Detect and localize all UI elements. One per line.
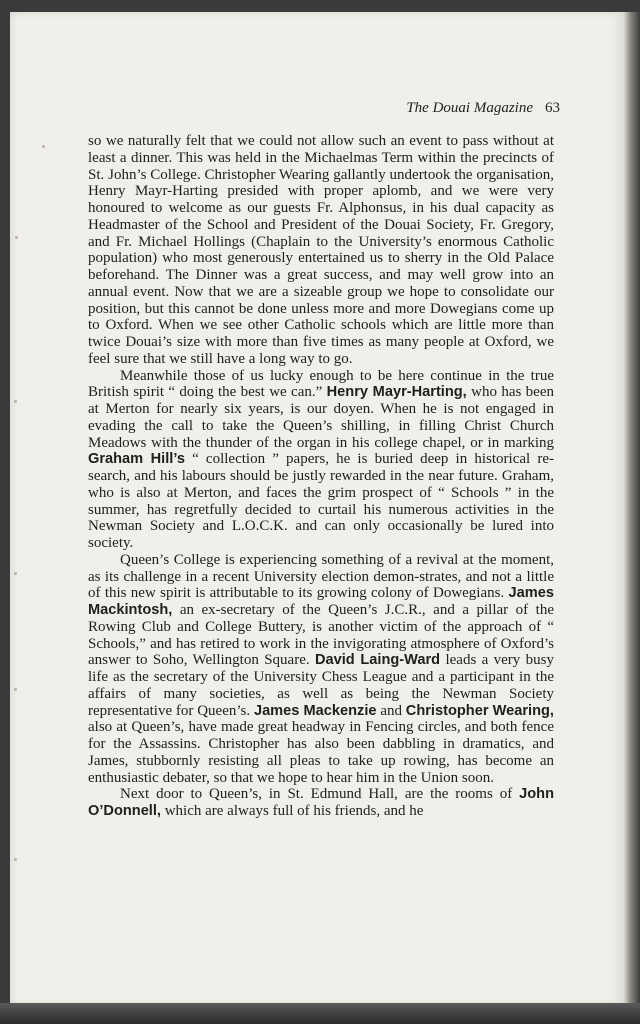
person-name: James Mackenzie (253, 702, 377, 719)
paragraph (88, 133, 554, 368)
person-name: James Mackintosh, (88, 585, 554, 618)
body-text-run: leads a very busy life as the secretary of the University Chess League and a participant in the affairs of many societies, as well as being the Newman Society representative for Queen’s. (88, 652, 555, 719)
magazine-title: The Douai Magazine (406, 100, 533, 116)
margin-speck (15, 236, 18, 239)
body-text-run: which are always full of his friends, and he (160, 803, 424, 819)
running-head (0, 100, 560, 117)
person-name: Graham Hill’s (88, 451, 185, 468)
margin-speck (14, 688, 17, 691)
body-text-run: an ex-secretary of the Queen’s J.C.R., and a pillar of the Rowing Club and College Buttery, is another victim of the approach of “ Schools,” and has retired to work in the invigorating atmosphere of Oxford’s answer to Soho, Wellington Square. (88, 602, 554, 669)
person-name: David Laing-Ward (314, 652, 441, 669)
paragraph (88, 368, 554, 552)
article-body (88, 133, 554, 820)
margin-speck (14, 572, 17, 575)
margin-speck (14, 858, 17, 861)
paragraph (88, 552, 554, 787)
person-name: Christopher Wearing, (405, 702, 554, 719)
paragraph (88, 786, 554, 820)
body-text-run: “ collection ” papers, he is buried deep in historical re-search, and his labours should be justly rewarded in the near future. Graham, who is also at Merton, and faces the grim prospect of “ Schools ” in the summer, has regretfully decided to curtail his numerous activities in the Newman Society and L.O.C.K. and can only occasionally be lured into society. (88, 451, 554, 551)
body-text-run: Meanwhile those of us lucky enough to be here continue in the true British spirit “ doing the best we can.” (88, 367, 554, 401)
margin-speck (14, 400, 17, 403)
body-text-run: who has been at Merton for nearly six years, is our doyen. When he is not engaged in evading the call to take the Queen’s shilling, in filling Christ Church Meadows with the thunder of the organ in his college chapel, or in marking (88, 384, 554, 451)
page-number: 63 (545, 100, 560, 116)
person-name: John O’Donnell, (88, 786, 554, 819)
margin-speck (42, 145, 45, 148)
book-spine-shadow (624, 12, 640, 1005)
body-text-run: Queen’s College is experiencing something of a revival at the moment, as its challenge in a recent University election demon-strates, and not a little of this new spirit is attributable to its growing colony of Dowegians. (88, 551, 554, 602)
body-text-run: and (376, 702, 406, 719)
page-bottom-edge (0, 1003, 640, 1024)
body-text-run: so we naturally felt that we could not allow such an event to pass without at least a dinner. This was held in the Michaelmas Term within the precincts of St. John’s College. Christopher Wearing gallantly undertook the organisation, Henry Mayr-Harting presided with proper aplomb, and we were very honoured to welcome as our guests Fr. Alphonsus, in his dual capacity as Headmaster of the School and President of the Douai Society, Fr. Gregory, and Fr. Michael Hollings (Chaplain to the University’s enormous Catholic population) who most generously entertained us to sherry in the Old Palace beforehand. The Dinner was a great success, and may well grow into an annual event. Now that we are a sizeable group we hope to consolidate our position, but this cannot be done unless more and more Dowegians come up to Oxford. When we see other Catholic schools which are little more than twice Douai’s size with more than five times as many people at Oxford, we feel sure that we still have a long way to go. (88, 133, 554, 367)
body-text-run: also at Queen’s, have made great headway in Fencing circles, and both fence for the Assassins. Christopher has also been dabbling in dramatics, and James, stubbornly resisting all pleas to take up rowing, has become an enthusiastic debater, so that we hope to hear him in the Union soon. (88, 719, 554, 786)
person-name: Henry Mayr-Harting, (326, 384, 467, 401)
body-text-run: Next door to Queen’s, in St. Edmund Hall, are the rooms of (120, 786, 520, 803)
